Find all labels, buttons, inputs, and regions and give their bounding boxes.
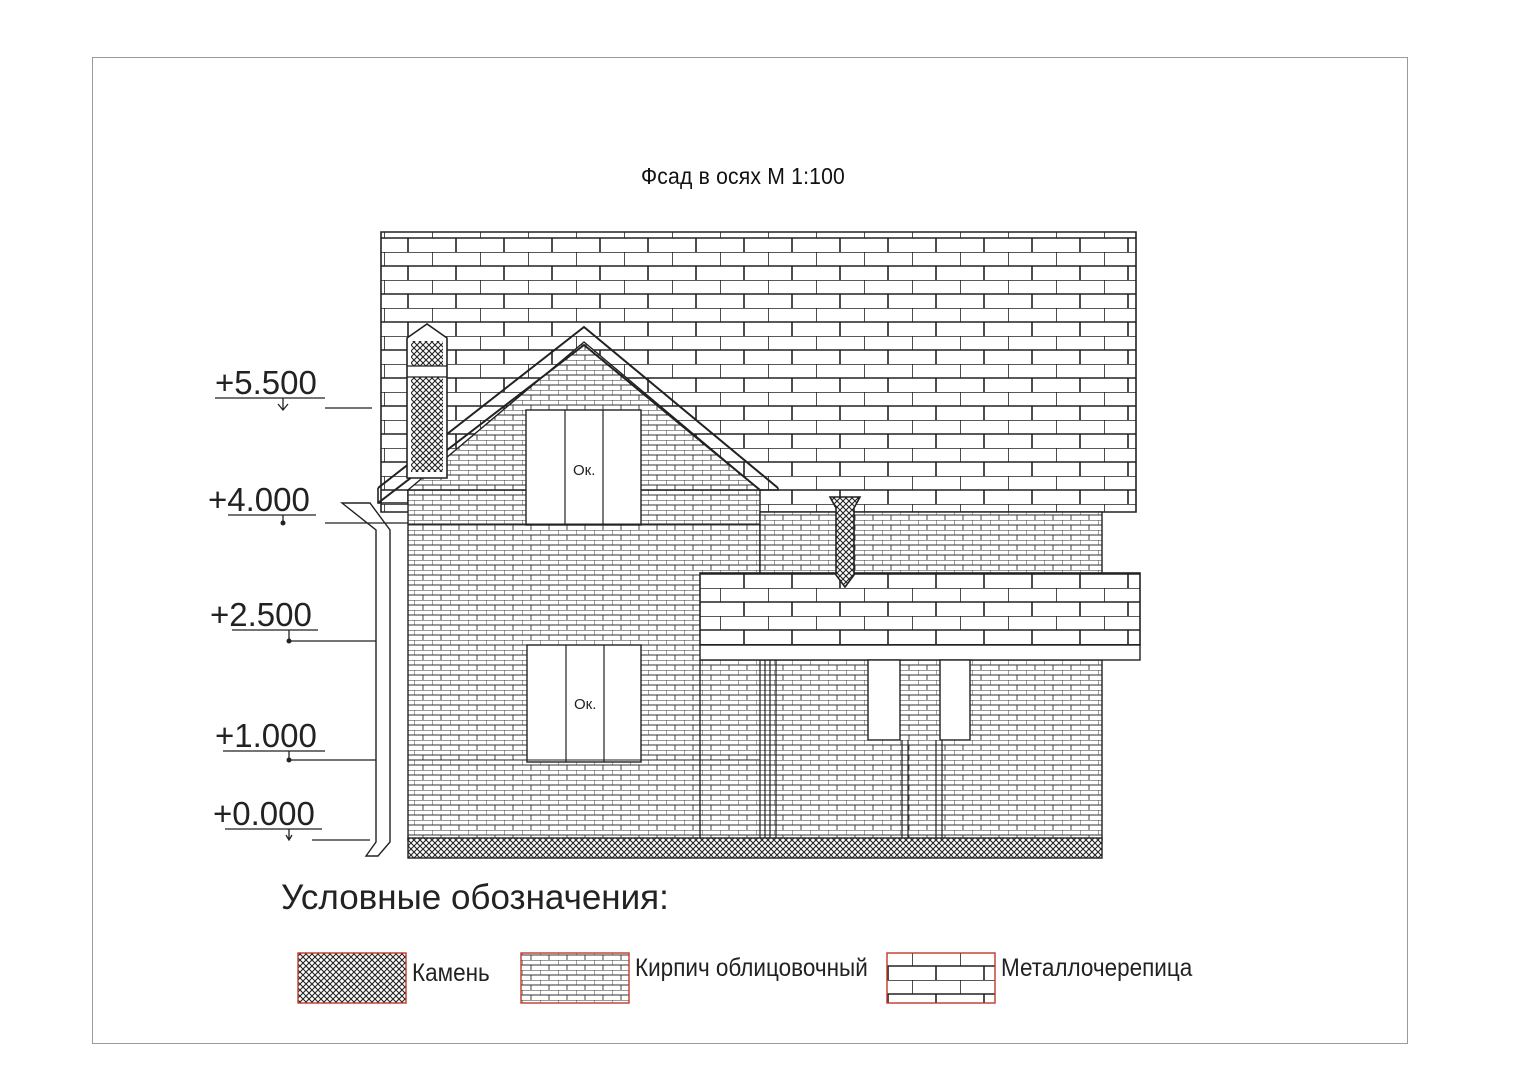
level-label: +5.500 — [215, 364, 317, 401]
level-label: +0.000 — [213, 795, 315, 832]
legend-label-brick: Кирпич облицовочный — [635, 954, 868, 982]
window-small-2 — [940, 660, 970, 740]
legend-swatch-stone — [298, 953, 406, 1003]
right-wall-upper — [760, 512, 1102, 578]
legend-label-stone: Камень — [412, 959, 490, 987]
drawing-title: Фсад в осях М 1:100 — [640, 163, 846, 189]
level-label: +1.000 — [215, 717, 317, 754]
level-label: +4.000 — [208, 481, 310, 518]
legend-swatch-brick — [521, 953, 629, 1003]
level-label: +2.500 — [210, 596, 312, 633]
plinth — [408, 838, 1102, 858]
porch-fascia — [700, 645, 1140, 660]
legend-label-tile: Металлочерепица — [1001, 954, 1193, 982]
porch-roof — [700, 573, 1140, 645]
window-small-1 — [868, 660, 900, 740]
downpipe — [342, 503, 390, 856]
window-label: Ок. — [573, 462, 596, 479]
legend-swatch-tile — [887, 953, 995, 1003]
legend-title: Условные обозначения: — [281, 878, 669, 917]
window-label: Ок. — [574, 696, 597, 713]
